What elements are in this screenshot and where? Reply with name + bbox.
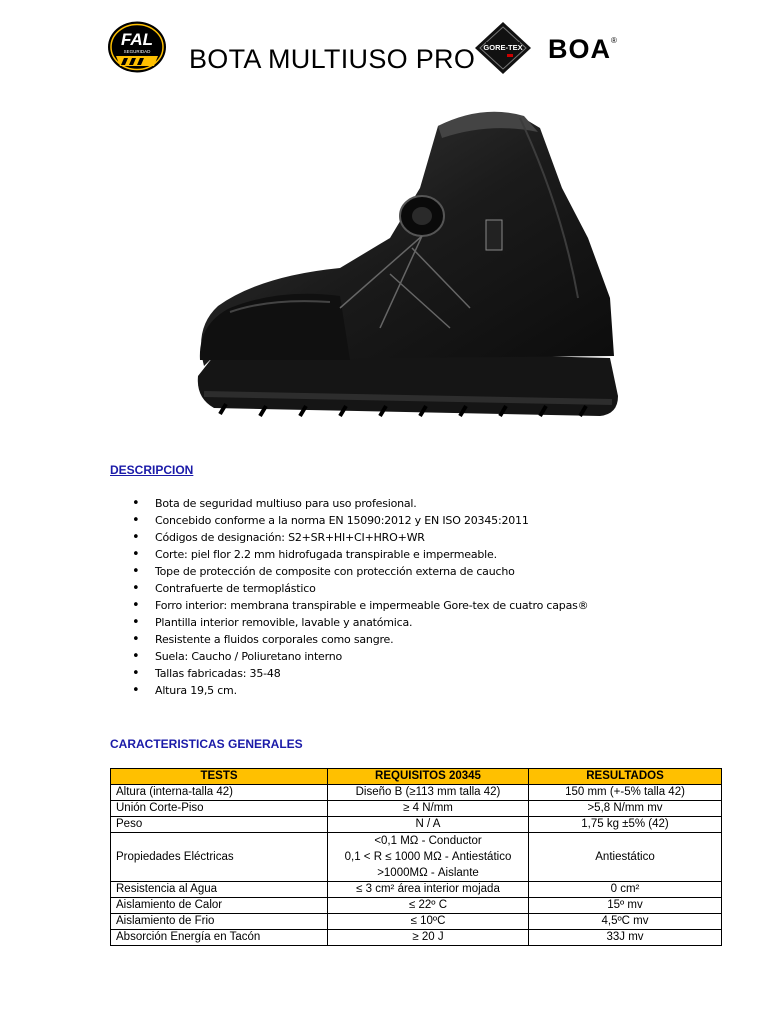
goretex-logo bbox=[474, 21, 532, 75]
caracteristicas-heading: CARACTERISTICAS GENERALES bbox=[110, 737, 303, 751]
boa-logo-text: BOA bbox=[548, 34, 611, 64]
boa-registered-mark: ® bbox=[611, 36, 618, 45]
boa-logo bbox=[548, 34, 618, 65]
list-item: • Tope de protección de composite con protección externa de caucho bbox=[130, 563, 588, 580]
cell-resultado: Antiestático bbox=[529, 833, 722, 882]
cell-test: Peso bbox=[111, 817, 328, 833]
cell-resultado: >5,8 N/mm mv bbox=[529, 801, 722, 817]
cell-requisito: ≤ 22º C bbox=[328, 898, 529, 914]
table-row bbox=[111, 817, 722, 833]
descripcion-heading: DESCRIPCION bbox=[110, 463, 194, 477]
list-item: • Bota de seguridad multiuso para uso profesional. bbox=[130, 495, 588, 512]
list-item: • Tallas fabricadas: 35-48 bbox=[130, 665, 588, 682]
cell-test: Aislamiento de Calor bbox=[111, 898, 328, 914]
table-row bbox=[111, 833, 722, 882]
page-title: BOTA MULTIUSO PRO bbox=[189, 44, 476, 74]
cell-test: Resistencia al Agua bbox=[111, 882, 328, 898]
column-header-requisitos: REQUISITOS 20345 bbox=[328, 769, 529, 785]
list-item: • Códigos de designación: S2+SR+HI+CI+HRO+WR bbox=[130, 529, 588, 546]
descripcion-list bbox=[130, 495, 588, 699]
table-row bbox=[111, 882, 722, 898]
cell-test: Absorción Energía en Tacón bbox=[111, 930, 328, 946]
cell-resultado: 150 mm (+-5% talla 42) bbox=[529, 785, 722, 801]
cell-resultado: 0 cm² bbox=[529, 882, 722, 898]
cell-requisito: ≥ 20 J bbox=[328, 930, 529, 946]
table-header-row bbox=[111, 769, 722, 785]
boot-image bbox=[190, 98, 622, 444]
cell-test: Propiedades Eléctricas bbox=[111, 833, 328, 882]
cell-resultado: 4,5ºC mv bbox=[529, 914, 722, 930]
list-item: • Concebido conforme a la norma EN 15090:2012 y EN ISO 20345:2011 bbox=[130, 512, 588, 529]
cell-test: Aislamiento de Frio bbox=[111, 914, 328, 930]
list-item: • Resistente a fluidos corporales como sangre. bbox=[130, 631, 588, 648]
table-row bbox=[111, 898, 722, 914]
table-row bbox=[111, 930, 722, 946]
requisito-line: 0,1 < R ≤ 1000 MΩ - Antiestático bbox=[344, 851, 512, 863]
specs-table bbox=[110, 768, 722, 946]
cell-requisito: N / A bbox=[328, 817, 529, 833]
cell-requisito: Diseño B (≥113 mm talla 42) bbox=[328, 785, 529, 801]
list-item: • Altura 19,5 cm. bbox=[130, 682, 588, 699]
table-row bbox=[111, 801, 722, 817]
requisito-line: >1000MΩ - Aislante bbox=[377, 867, 479, 879]
column-header-resultados: RESULTADOS bbox=[529, 769, 722, 785]
cell-requisito bbox=[328, 833, 529, 882]
fal-logo-subtext: SEGURIDAD bbox=[123, 49, 151, 54]
list-item: • Corte: piel flor 2.2 mm hidrofugada transpirable e impermeable. bbox=[130, 546, 588, 563]
list-item: • Suela: Caucho / Poliuretano interno bbox=[130, 648, 588, 665]
cell-resultado: 33J mv bbox=[529, 930, 722, 946]
table-row bbox=[111, 914, 722, 930]
list-item: • Plantilla interior removible, lavable y anatómica. bbox=[130, 614, 588, 631]
goretex-logo-text: GORE-TEX bbox=[483, 43, 523, 52]
cell-requisito: ≤ 3 cm² área interior mojada bbox=[328, 882, 529, 898]
cell-requisito: ≥ 4 N/mm bbox=[328, 801, 529, 817]
table-row bbox=[111, 785, 722, 801]
cell-resultado: 15º mv bbox=[529, 898, 722, 914]
column-header-tests: TESTS bbox=[111, 769, 328, 785]
list-item: • Forro interior: membrana transpirable e impermeable Gore-tex de cuatro capas® bbox=[130, 597, 588, 614]
cell-requisito: ≤ 10ºC bbox=[328, 914, 529, 930]
cell-test: Altura (interna-talla 42) bbox=[111, 785, 328, 801]
cell-test: Unión Corte-Piso bbox=[111, 801, 328, 817]
cell-resultado: 1,75 kg ±5% (42) bbox=[529, 817, 722, 833]
list-item: • Contrafuerte de termoplástico bbox=[130, 580, 588, 597]
fal-seguridad-logo bbox=[106, 20, 168, 74]
fal-logo-text: FAL bbox=[120, 30, 154, 49]
requisito-line: <0,1 MΩ - Conductor bbox=[374, 835, 482, 847]
